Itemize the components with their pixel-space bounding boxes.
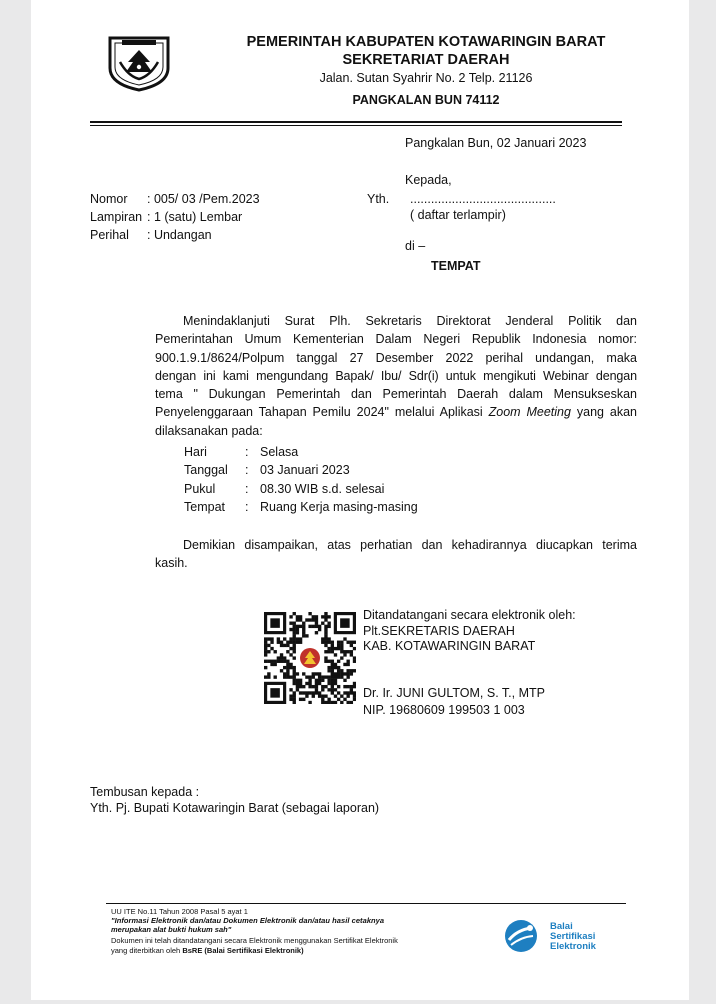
schedule-colon: : <box>245 463 249 477</box>
footer-text: yang diterbitkan oleh <box>111 946 183 955</box>
body-line: Demikian disampaikan, atas perhatian dan kehadirannya diucapkan terima <box>183 538 637 552</box>
body-line-zoom <box>155 403 637 421</box>
footer-rule <box>106 903 626 904</box>
zoom-meeting-text: Zoom Meeting <box>488 405 571 420</box>
body-text: yang akan <box>570 405 637 420</box>
bsre-word-2: Sertifikasi <box>550 931 596 942</box>
schedule-label-tanggal: Tanggal <box>184 463 228 477</box>
signer-nip: NIP. 19680609 199503 1 003 <box>363 703 525 717</box>
schedule-label-tempat: Tempat <box>184 500 225 514</box>
bsre-wordmark <box>550 922 596 952</box>
body-line: dilaksanakan pada: <box>155 423 263 438</box>
body-line: kasih. <box>155 556 188 571</box>
footer-line-2: "Informasi Elektronik dan/atau Dokumen Elektronik dan/atau hasil cetaknya <box>111 916 385 925</box>
tembusan-title: Tembusan kepada : <box>90 785 200 799</box>
header-rule-thick <box>90 121 622 123</box>
header-line-1: PEMERINTAH KABUPATEN KOTAWARINGIN BARAT <box>246 34 606 50</box>
bsre-word-3: Elektronik <box>550 941 596 952</box>
kotawaringin-barat-emblem-icon <box>104 32 174 92</box>
body-line: Menindaklanjuti Surat Plh. Sekretaris Direktorat Jenderal Politik dan <box>183 314 637 328</box>
schedule-colon: : <box>245 445 249 459</box>
body-line: Pemerintahan Umum Kementerian Dalam Negeri Republik Indonesia nomor: <box>155 332 637 347</box>
di-label: di – <box>405 239 426 253</box>
header-line-2: SEKRETARIAT DAERAH <box>342 52 510 68</box>
tembusan-item: Yth. Pj. Bupati Kotawaringin Barat (sebagai laporan) <box>90 801 380 815</box>
footer-line-5 <box>111 946 304 956</box>
signature-line-3: KAB. KOTAWARINGIN BARAT <box>363 639 536 653</box>
bsre-logo-icon <box>501 918 541 954</box>
header-address: Jalan. Sutan Syahrir No. 2 Telp. 21126 <box>319 71 533 85</box>
recipient-dots: .......................................... <box>410 192 556 206</box>
header-rule-thin <box>90 125 622 126</box>
schedule-colon: : <box>245 482 249 496</box>
perihal-value: : Undangan <box>147 228 212 242</box>
body-paragraph-1 <box>155 312 637 440</box>
body-line: tema " Dukungan Pemerintah dan Pemerintah Daerah dalam Mensukseskan <box>155 387 637 402</box>
schedule-label-pukul: Pukul <box>184 482 216 496</box>
footer-line-4: Dokumen ini telah ditandatangani secara Elektronik menggunakan Sertifikat Elektronik <box>111 936 398 945</box>
schedule-label-hari: Hari <box>184 445 207 459</box>
qr-code-icon <box>264 612 356 704</box>
signer-name: Dr. Ir. JUNI GULTOM, S. T., MTP <box>363 686 545 700</box>
kepada-label: Kepada, <box>405 173 452 187</box>
bsre-word-1: Balai <box>550 921 573 932</box>
footer-line-1: UU ITE No.11 Tahun 2008 Pasal 5 ayat 1 <box>111 907 248 916</box>
schedule-value-tanggal: 03 Januari 2023 <box>260 463 350 477</box>
date-line: Pangkalan Bun, 02 Januari 2023 <box>405 136 587 150</box>
signature-line-2: Plt.SEKRETARIS DAERAH <box>363 624 515 638</box>
daftar-terlampir: ( daftar terlampir) <box>410 208 506 222</box>
body-text: Penyelenggaraan Tahapan Pemilu 2024" melalui Aplikasi <box>155 405 489 420</box>
letter-page <box>31 0 689 1000</box>
lampiran-label: Lampiran <box>90 210 143 224</box>
perihal-label: Perihal <box>90 228 129 242</box>
signature-line-1: Ditandatangani secara elektronik oleh: <box>363 608 576 622</box>
nomor-label: Nomor <box>90 192 128 206</box>
lampiran-value: : 1 (satu) Lembar <box>147 210 243 224</box>
schedule-value-pukul: 08.30 WIB s.d. selesai <box>260 482 385 496</box>
footer-line-3: merupakan alat bukti hukum sah" <box>111 925 232 934</box>
schedule-value-hari: Selasa <box>260 445 299 459</box>
body-line: dengan ini kami mengundang Bapak/ Ibu/ Sdr(i) untuk mengikuti Webinar dengan <box>155 368 637 383</box>
yth-label: Yth. <box>367 192 390 206</box>
bsre-name: BsRE (Balai Sertifikasi Elektronik) <box>182 946 304 955</box>
header-city: PANGKALAN BUN 74112 <box>352 93 500 107</box>
body-line: 900.1.9.1/8624/Polpum tanggal 27 Desember 2022 perihal undangan, maka <box>155 350 637 365</box>
schedule-value-tempat: Ruang Kerja masing-masing <box>260 500 418 514</box>
nomor-value: : 005/ 03 /Pem.2023 <box>147 192 260 206</box>
body-paragraph-2 <box>155 536 637 573</box>
tempat-label: TEMPAT <box>431 259 481 273</box>
schedule-colon: : <box>245 500 249 514</box>
